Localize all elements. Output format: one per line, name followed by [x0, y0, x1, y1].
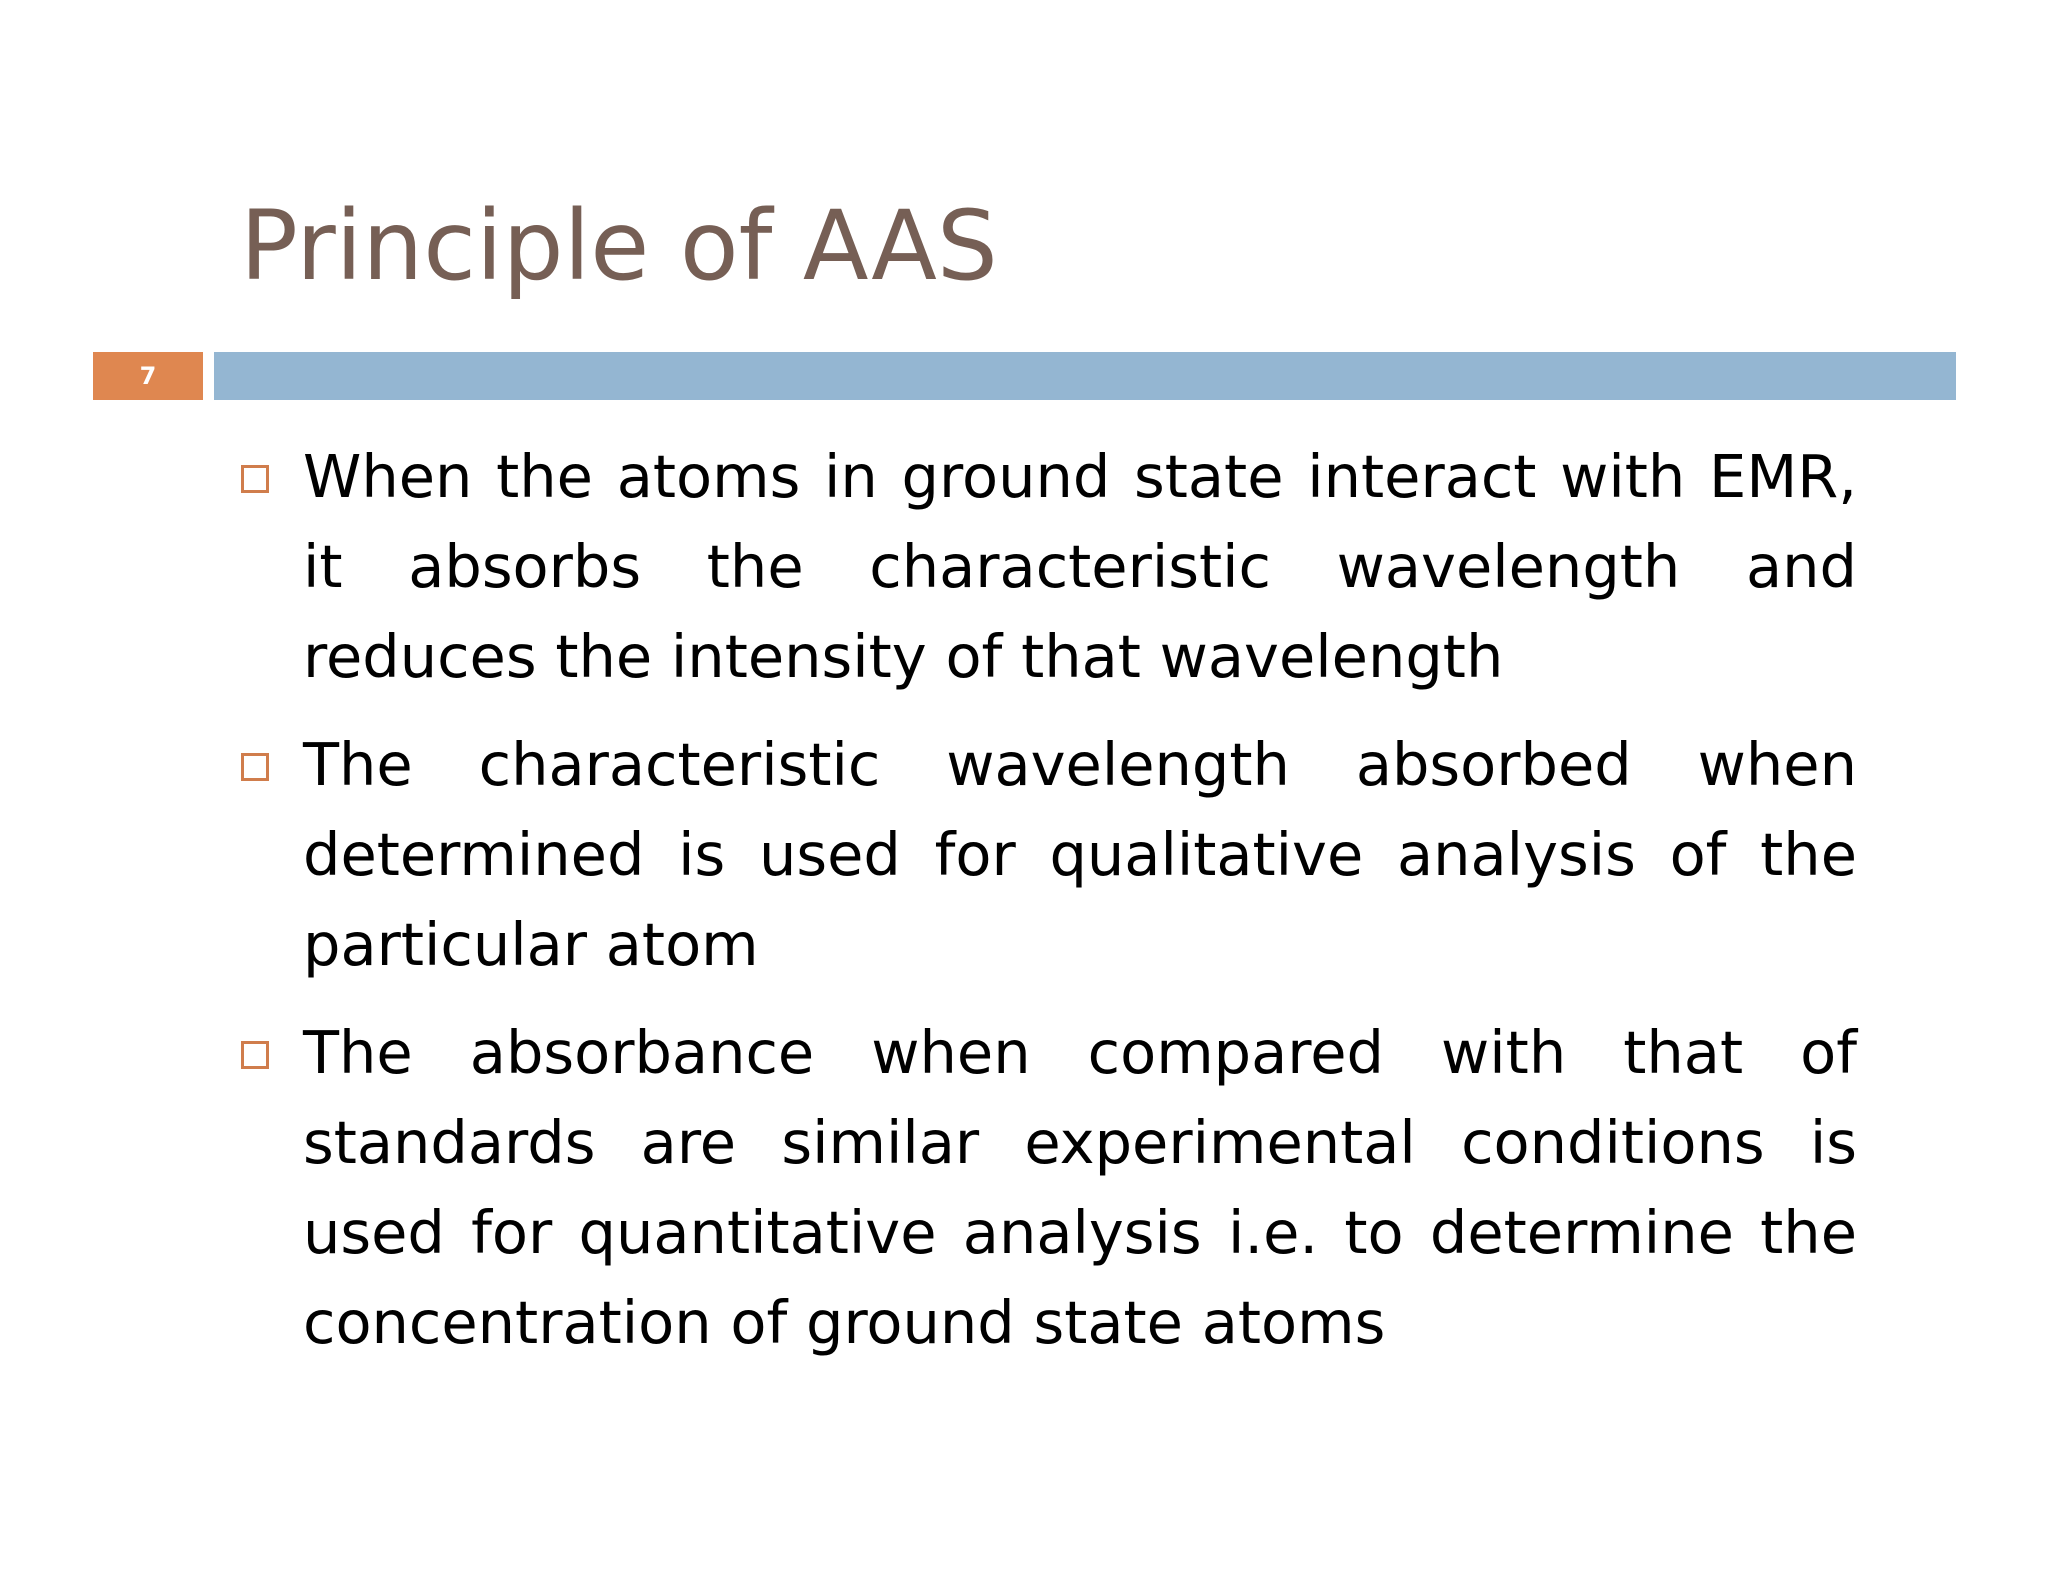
title-accent-bar — [214, 352, 1956, 400]
bullet-list — [237, 432, 1857, 1386]
page-number-badge: 7 — [93, 352, 203, 400]
square-bullet-icon — [241, 753, 269, 781]
bullet-text-3: The absorbance when compared with that of standards are similar experimental conditions is used for quantitative analysis i.e. to determine the concentration of ground state atoms — [303, 1018, 1857, 1357]
square-bullet-icon — [241, 1041, 269, 1069]
bullet-text-2: The characteristic wavelength absorbed when determined is used for qualitative analysis of the particular atom — [303, 730, 1857, 979]
bullet-item-3 — [237, 1008, 1857, 1368]
square-bullet-icon — [241, 465, 269, 493]
slide-title: Principle of AAS — [240, 190, 998, 302]
bullet-item-2 — [237, 720, 1857, 990]
bullet-item-1 — [237, 432, 1857, 702]
bullet-text-1: When the atoms in ground state interact with EMR, it absorbs the characteristic wavelength and reduces the intensity of that wavelength — [303, 442, 1857, 691]
